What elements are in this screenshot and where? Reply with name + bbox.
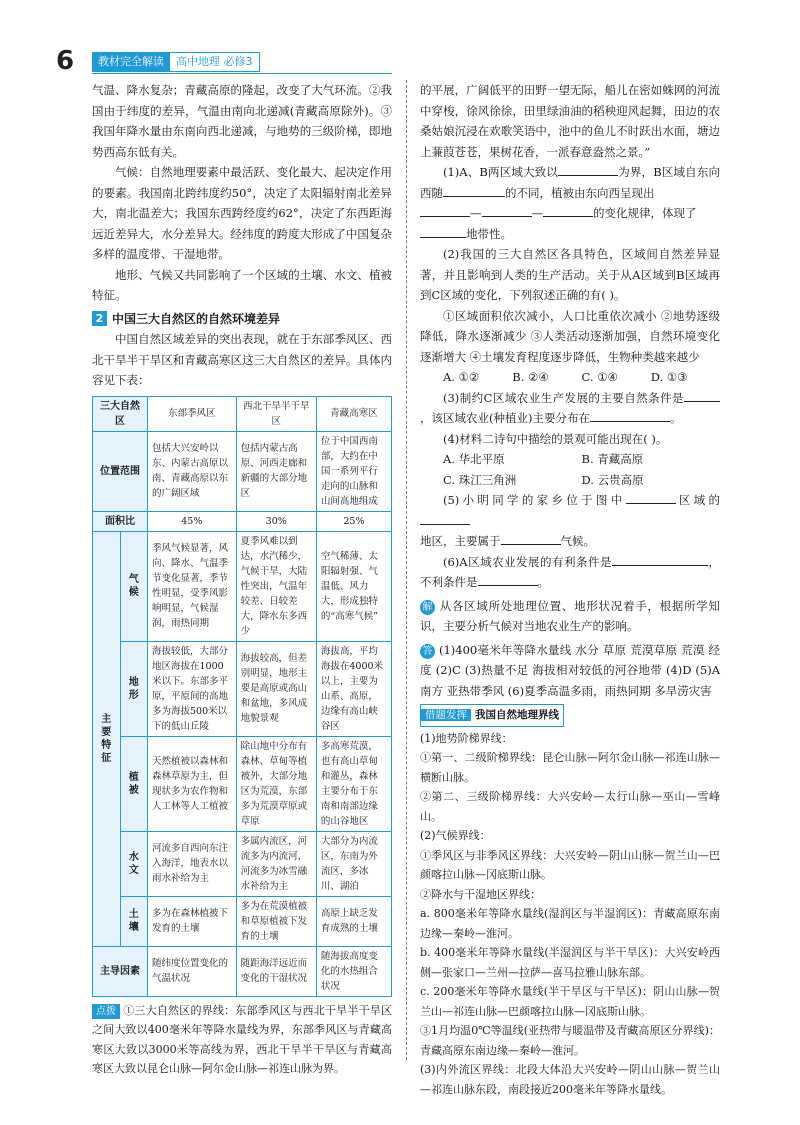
- table-cell: 海拔较低，大部分地区海拔在1000米以下。东部多平原，平原间的高地多为海拔500米以下的低山丘陵: [148, 641, 237, 736]
- table-cell: 随海拔高度变化的水热组合状况: [316, 946, 391, 996]
- intro-paragraph-1: 气温、降水复杂；青藏高原的隆起，改变了大气环流。②我国由于纬度的差异，气温由南向北递减(青藏高原除外)。③我国年降水量由东南向西北递减，与地势的三级阶梯，即地势西高东低有关。: [92, 83, 392, 159]
- col-header-northwest: 西北干旱半干旱区: [236, 396, 316, 431]
- left-column: [92, 80, 392, 1079]
- section-heading: [92, 309, 392, 330]
- column-divider: [406, 80, 407, 1060]
- answer-blank: [443, 183, 505, 197]
- table-cell: 25%: [316, 511, 391, 531]
- jie-icon: 解: [420, 600, 435, 615]
- extension-item: ①第一、二级阶梯界线：昆仑山脉—阿尔金山脉—祁连山脉—横断山脉。: [420, 751, 720, 784]
- answer-blank: [590, 408, 670, 422]
- table-row: [93, 641, 392, 736]
- explanation: [420, 596, 720, 637]
- section-number: 2: [92, 311, 107, 326]
- answer-text: (1)400毫米年等降水量线 水分 草原 荒漠草原 荒漠 经度 (2)C (3)热量不足 海拔相对较低的河谷地带 (4)D (5)A 南方 亚热带季风 (6)夏季高温多雨，雨热同期 多旱涝灾害: [420, 642, 720, 698]
- question-2-options: [420, 367, 720, 388]
- table-cell: 河流多自西向东注入海洋，地表水以雨水补给为主: [148, 831, 237, 896]
- table-row: [93, 946, 392, 996]
- subject-label: 高中地理 必修3: [170, 52, 260, 72]
- question-5: [420, 490, 720, 552]
- option: C. 珠江三角洲: [443, 472, 517, 487]
- intro-paragraph-3: 地形、气候又共同影响了一个区域的土壤、水文、植被特征。: [92, 267, 392, 302]
- table-cell: 空气稀薄、太阳辐射强、气温低、风力大，形成独特的“高寒气候”: [316, 531, 391, 641]
- table-cell: 随纬度位置变化的气温状况: [148, 946, 237, 996]
- table-row: [93, 431, 392, 511]
- question-4: (4)材料二诗句中描绘的景观可能出现在( )。: [443, 431, 668, 446]
- question-text: 区域的: [675, 493, 721, 507]
- zones-table: [92, 396, 392, 997]
- explanation-text: 从各区域所处地理位置、地形状况着手，根据所学知识，主要分析气候对当地农业生产的影响。: [420, 598, 720, 633]
- extension-heading: [420, 704, 564, 727]
- extension-title: 我国自然地理界线: [475, 709, 559, 721]
- table-cell: 多属内流区，河流多为内流河，河流多为冰雪融水补给为主: [236, 831, 316, 896]
- answer-blank: [420, 203, 470, 217]
- da-icon: 答: [420, 644, 435, 659]
- poem-paragraph: 的平展，广阔低平的田野一望无际，船儿在密如蛛网的河流中穿梭，徐风徐徐，田里绿油油的稻秧迎风起舞，田边的农桑姑娘沉浸在欢歌笑语中，池中的鱼儿不时跃出水面，塘边上蒹葭苍苍，果树花香，一派春意盎然之景。”: [420, 83, 720, 159]
- question-text: (3)制约C区域农业生产发展的主要自然条件是: [443, 390, 684, 405]
- tip-paragraph: [92, 1001, 392, 1079]
- col-header-qinghai-tibet: 青藏高寒区: [316, 396, 391, 431]
- question-text: ，不利条件是: [420, 554, 721, 589]
- row-label: 位置范围: [93, 431, 148, 511]
- row-label: 水文: [120, 831, 148, 896]
- table-cell: 随距海洋远近而变化的干湿状况: [236, 946, 316, 996]
- table-cell: 多为在森林植被下发育的土壤: [148, 896, 237, 946]
- table-cell: 多高寒荒漠，也有高山草甸和灌丛，森林主要分布于东南和南部边缘的山谷地区: [316, 736, 391, 831]
- row-label: 面积比: [93, 511, 148, 531]
- question-text: 地区，主要属于: [420, 534, 501, 548]
- row-label: 植被: [120, 736, 148, 831]
- extension-item: ②第二、三级阶梯界线：大兴安岭—太行山脉—巫山—雪峰山。: [420, 790, 720, 823]
- table-cell: 海拔高，平均海拔在4000米以上，主要为山系、高原，边缘有高山峡谷区: [316, 641, 391, 736]
- section-paragraph: 中国自然区域差异的突出表现，就在于东部季风区、西北干旱半干旱区和青藏高寒区这三大自然区的差异。具体内容见下表：: [92, 332, 392, 387]
- group-label: 主要特征: [93, 531, 121, 946]
- extension-item: ②降水与干湿地区界线：: [420, 887, 541, 901]
- answer-blank: [420, 511, 470, 525]
- answer: [420, 640, 720, 702]
- answer-blank: [612, 552, 708, 566]
- extension-item: c. 200毫米年等降水量线(半干旱区与干旱区)：阴山山脉—贺兰山—祁连山脉—巴颜喀拉山脉—冈底斯山脉。: [420, 985, 720, 1018]
- table-cell: 大部分为内流区，东南为外流区，多冰川、湖泊: [316, 831, 391, 896]
- row-label: 地形: [120, 641, 148, 736]
- option: B. ②④: [512, 370, 549, 384]
- question-6: (6)A区域农业发展的有利条件是 ，不利条件是 。: [420, 552, 720, 593]
- option: A. ①②: [443, 370, 480, 384]
- table-row: [93, 896, 392, 946]
- question-text: ，该区域农业(种植业)主要分布在: [420, 411, 590, 425]
- question-4-options: [420, 470, 720, 491]
- option: C. ①④: [581, 370, 618, 384]
- table-cell: 高原上缺乏发育成熟的土壤: [316, 896, 391, 946]
- answer-blank: [684, 388, 720, 402]
- table-header-row: [93, 396, 392, 431]
- page-number: 6: [56, 46, 75, 76]
- question-text: 的变化规律，体现了: [593, 206, 697, 220]
- table-cell: 海拔较高，但差别明显，地形主要是高原或高山和盆地，多风成地貌景观: [236, 641, 316, 736]
- extension-item: a. 800毫米年等降水量线(湿润区与半湿润区)：青藏高原东南边缘—秦岭—淮河。: [420, 907, 720, 940]
- option: A. 华北平原: [443, 452, 505, 466]
- question-text: (1)A、B两区域大致以: [443, 165, 559, 179]
- answer-blank: [501, 531, 561, 545]
- answer-blank: [420, 224, 466, 238]
- extension-item: (1)地势阶梯界线：: [420, 731, 513, 745]
- row-label: 气候: [120, 531, 148, 641]
- extension-item: (2)气候界线：: [420, 829, 491, 842]
- table-row: [93, 831, 392, 896]
- question-text: (6)A区域农业发展的有利条件是: [443, 554, 613, 569]
- table-row: [93, 531, 392, 641]
- answer-blank: [543, 203, 593, 217]
- extension-item: b. 400毫米年等降水量线(半湿润区与半干旱区)：大兴安岭西侧—张家口—兰州—拉萨—喜马拉雅山脉东部。: [420, 946, 720, 979]
- table-corner: 三大自然区: [93, 396, 148, 431]
- question-text: 气候。: [560, 534, 595, 548]
- answer-blank: [482, 203, 532, 217]
- question-1: (1)A、B两区域大致以 为界，B区域自东向西随 的不同，植被由东向西呈现出 — — 的变化规律，体现了 地带性。: [420, 162, 720, 244]
- question-4-options: [420, 449, 720, 470]
- right-column: [420, 80, 720, 1099]
- answer-blank: [626, 490, 676, 504]
- table-cell: 30%: [236, 511, 316, 531]
- option: D. 云贵高原: [581, 472, 644, 487]
- extension-body: [420, 729, 720, 1100]
- question-text: 的不同，植被由东向西呈现出: [505, 185, 655, 200]
- question-2: (2)我国的三大自然区各具特色，区域间自然差异显著，并且影响到人类的生产活动。关于从A区域到B区域再到C区域的变化，下列叙述正确的有( )。: [420, 247, 720, 302]
- question-text: 为界，B区域自东向西随: [420, 165, 720, 200]
- extension-tag: 借题发挥: [421, 709, 471, 721]
- table-cell: 位于中国西南部，大约在中国一系列平行走向的山脉和山间高地组成: [316, 431, 391, 511]
- row-label: 土壤: [120, 896, 148, 946]
- question-2-statements: ①区域面积依次减小，人口比重依次减小 ②地势逐级降低，降水逐渐减少 ③人类活动逐渐加强，自然环境变化逐渐增大 ④土壤发育程度逐步降低，生物种类越来越少: [420, 308, 720, 364]
- header-rule: [92, 73, 392, 74]
- tip-text: ①三大自然区的界线：东部季风区与西北干旱半干旱区之间大致以400毫米年等降水量线为界，东部季风区与青藏高寒区大致以3000米等高线为界，西北干旱半干旱区与青藏高寒区大致以昆仑山脉—阿尔金山脉—祁连山脉为界。: [92, 1003, 392, 1075]
- question-text: 地带性。: [466, 226, 512, 241]
- series-label: 教材完全解读: [92, 52, 170, 72]
- table-cell: 包括大兴安岭以东、内蒙古高原以南、青藏高原以东的广阔区域: [148, 431, 237, 511]
- intro-paragraph-2: 气候：自然地理要素中最活跃、变化最大、起决定作用的要素。我国南北跨纬度约50°，决定了太阳辐射南北差异大，南北温差大；我国东西跨经度约62°，决定了东西距海远近差异大，水分差异大。经纬度的跨度大形成了中国复杂多样的温度带、干湿地带。: [92, 165, 392, 261]
- section-title: 中国三大自然区的自然环境差异: [112, 311, 281, 326]
- question-3: (3)制约C区域农业生产发展的主要自然条件是，该区域农业(种植业)主要分布在 。: [420, 388, 720, 429]
- table-cell: 多为在荒漠植被和草原植被下发育的土壤: [236, 896, 316, 946]
- table-cell: 45%: [148, 511, 237, 531]
- table-cell: 夏季风难以到达，水汽稀少，气候干旱，大陆性突出，气温年较差、日较差大，降水东多西少: [236, 531, 316, 641]
- running-header: [92, 52, 260, 72]
- option: B. 青藏高原: [581, 452, 644, 466]
- table-cell: 包括内蒙古高原、河西走廊和新疆的大部分地区: [236, 431, 316, 511]
- extension-item: ①季风区与非季风区界线：大兴安岭—阴山山脉—贺兰山—巴颜喀拉山脉—冈底斯山脉。: [420, 848, 720, 881]
- table-row: [93, 736, 392, 831]
- row-label: 主导因素: [93, 946, 148, 996]
- table-cell: 除山地中分布有森林、草甸等植被外，大部分地区为荒漠，东部多为荒漠草原或草原: [236, 736, 316, 831]
- table-row: [93, 511, 392, 531]
- question-text: (5)小明同学的家乡位于图中: [443, 493, 626, 507]
- extension-item: (3)内外流区界线：北段大体沿大兴安岭—阴山山脉—贺兰山—祁连山脉东段，南段接近200毫米年等降水量线。: [420, 1063, 720, 1096]
- table-cell: 季风气候显著，风向、降水、气温季节变化显著，季节性明显，受季风影响明显，气候湿润，雨热同期: [148, 531, 237, 641]
- extension-item: ③1月均温0℃等温线(亚热带与暖温带及青藏高原区分界线)：青藏高原东南边缘—秦岭—淮河。: [420, 1024, 720, 1057]
- answer-blank: [478, 572, 538, 586]
- answer-blank: [558, 162, 618, 176]
- option: D. ①③: [650, 370, 688, 384]
- tip-label: 点拨: [92, 1004, 120, 1019]
- col-header-east: 东部季风区: [148, 396, 237, 431]
- table-cell: 天然植被以森林和森林草原为主，但现状多为农作物和人工林等人工植被: [148, 736, 237, 831]
